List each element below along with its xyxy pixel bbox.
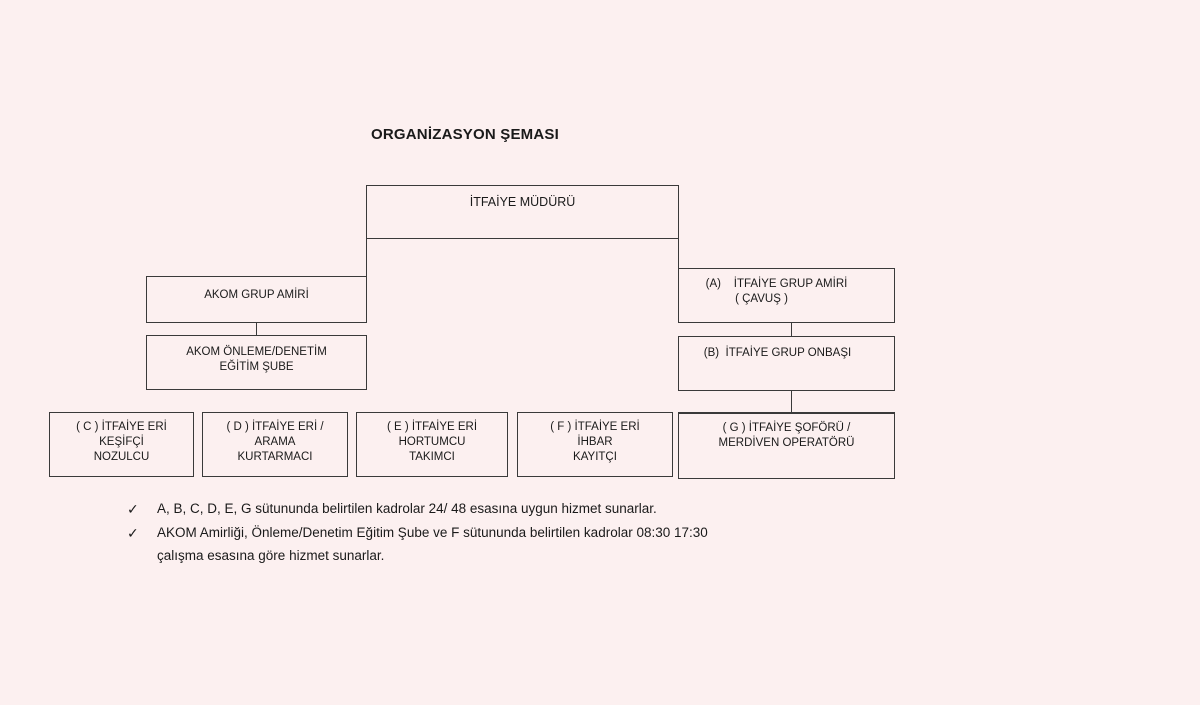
note-text: A, B, C, D, E, G sütununda belirtilen kadrolar 24/ 48 esasına uygun hizmet sunarlar. (157, 501, 657, 516)
box-label: MERDİVEN OPERATÖRÜ (718, 437, 855, 449)
box-label: NOZULCU (93, 451, 150, 463)
box-label: EĞİTİM ŞUBE (219, 361, 294, 373)
box-label: İHBAR (577, 436, 613, 448)
box-label: HORTUMCU (398, 436, 466, 448)
box-label: ARAMA (254, 436, 296, 448)
box-e-hortumcu-takimci (356, 412, 508, 477)
box-label: KEŞİFÇİ (99, 436, 144, 448)
box-label: ( E ) İTFAİYE ERİ (386, 421, 478, 433)
note-text: AKOM Amirliği, Önleme/Denetim Eğitim Şube ve F sütununda belirtilen kadrolar 08:30 17:30 (157, 525, 708, 540)
box-label: (B) İTFAİYE GRUP ONBAŞI (703, 347, 852, 359)
box-akom-grup-amiri (146, 276, 367, 323)
checkmark-icon: ✓ (127, 501, 139, 517)
connector-grup (791, 322, 792, 337)
checkmark-icon: ✓ (127, 525, 139, 541)
box-d-arama-kurtarmaci (202, 412, 348, 477)
box-label: KAYITÇI (573, 451, 617, 463)
connector-akom (256, 322, 257, 336)
box-label: ( G ) İTFAİYE ŞOFÖRÜ / (722, 422, 851, 434)
note-item (127, 521, 708, 567)
connector-director-left (366, 238, 367, 276)
box-f-ihbar-kayitci (517, 412, 673, 477)
box-label: ( C ) İTFAİYE ERİ (76, 421, 167, 433)
box-label: ( F ) İTFAİYE ERİ (550, 421, 640, 433)
box-grup-onbasi-b (678, 336, 895, 391)
note-text-continuation: çalışma esasına göre hizmet sunarlar. (157, 548, 385, 563)
box-label: KURTARMACI (237, 451, 313, 463)
box-label: (A) İTFAİYE GRUP AMİRİ (705, 278, 848, 290)
box-label: TAKIMCI (409, 451, 455, 463)
notes-list (127, 497, 708, 567)
connector-director-right (678, 238, 679, 268)
box-itfaiye-muduru (366, 185, 679, 239)
box-g-sofor-merdiven-operatoru (678, 412, 895, 479)
connector-onbasi-g (791, 390, 792, 412)
box-label: ( ÇAVUŞ ) (735, 293, 788, 305)
page-title: ORGANİZASYON ŞEMASI (371, 126, 559, 143)
box-label: AKOM ÖNLEME/DENETİM (186, 346, 327, 358)
box-label: AKOM GRUP AMİRİ (204, 289, 309, 301)
box-akom-onleme-denetim (146, 335, 367, 390)
box-label: ( D ) İTFAİYE ERİ / (226, 421, 324, 433)
box-grup-amiri-a (678, 268, 895, 323)
box-c-kesifci-nozulcu (49, 412, 194, 477)
box-label: İTFAİYE MÜDÜRÜ (469, 195, 576, 209)
note-item (127, 497, 708, 521)
